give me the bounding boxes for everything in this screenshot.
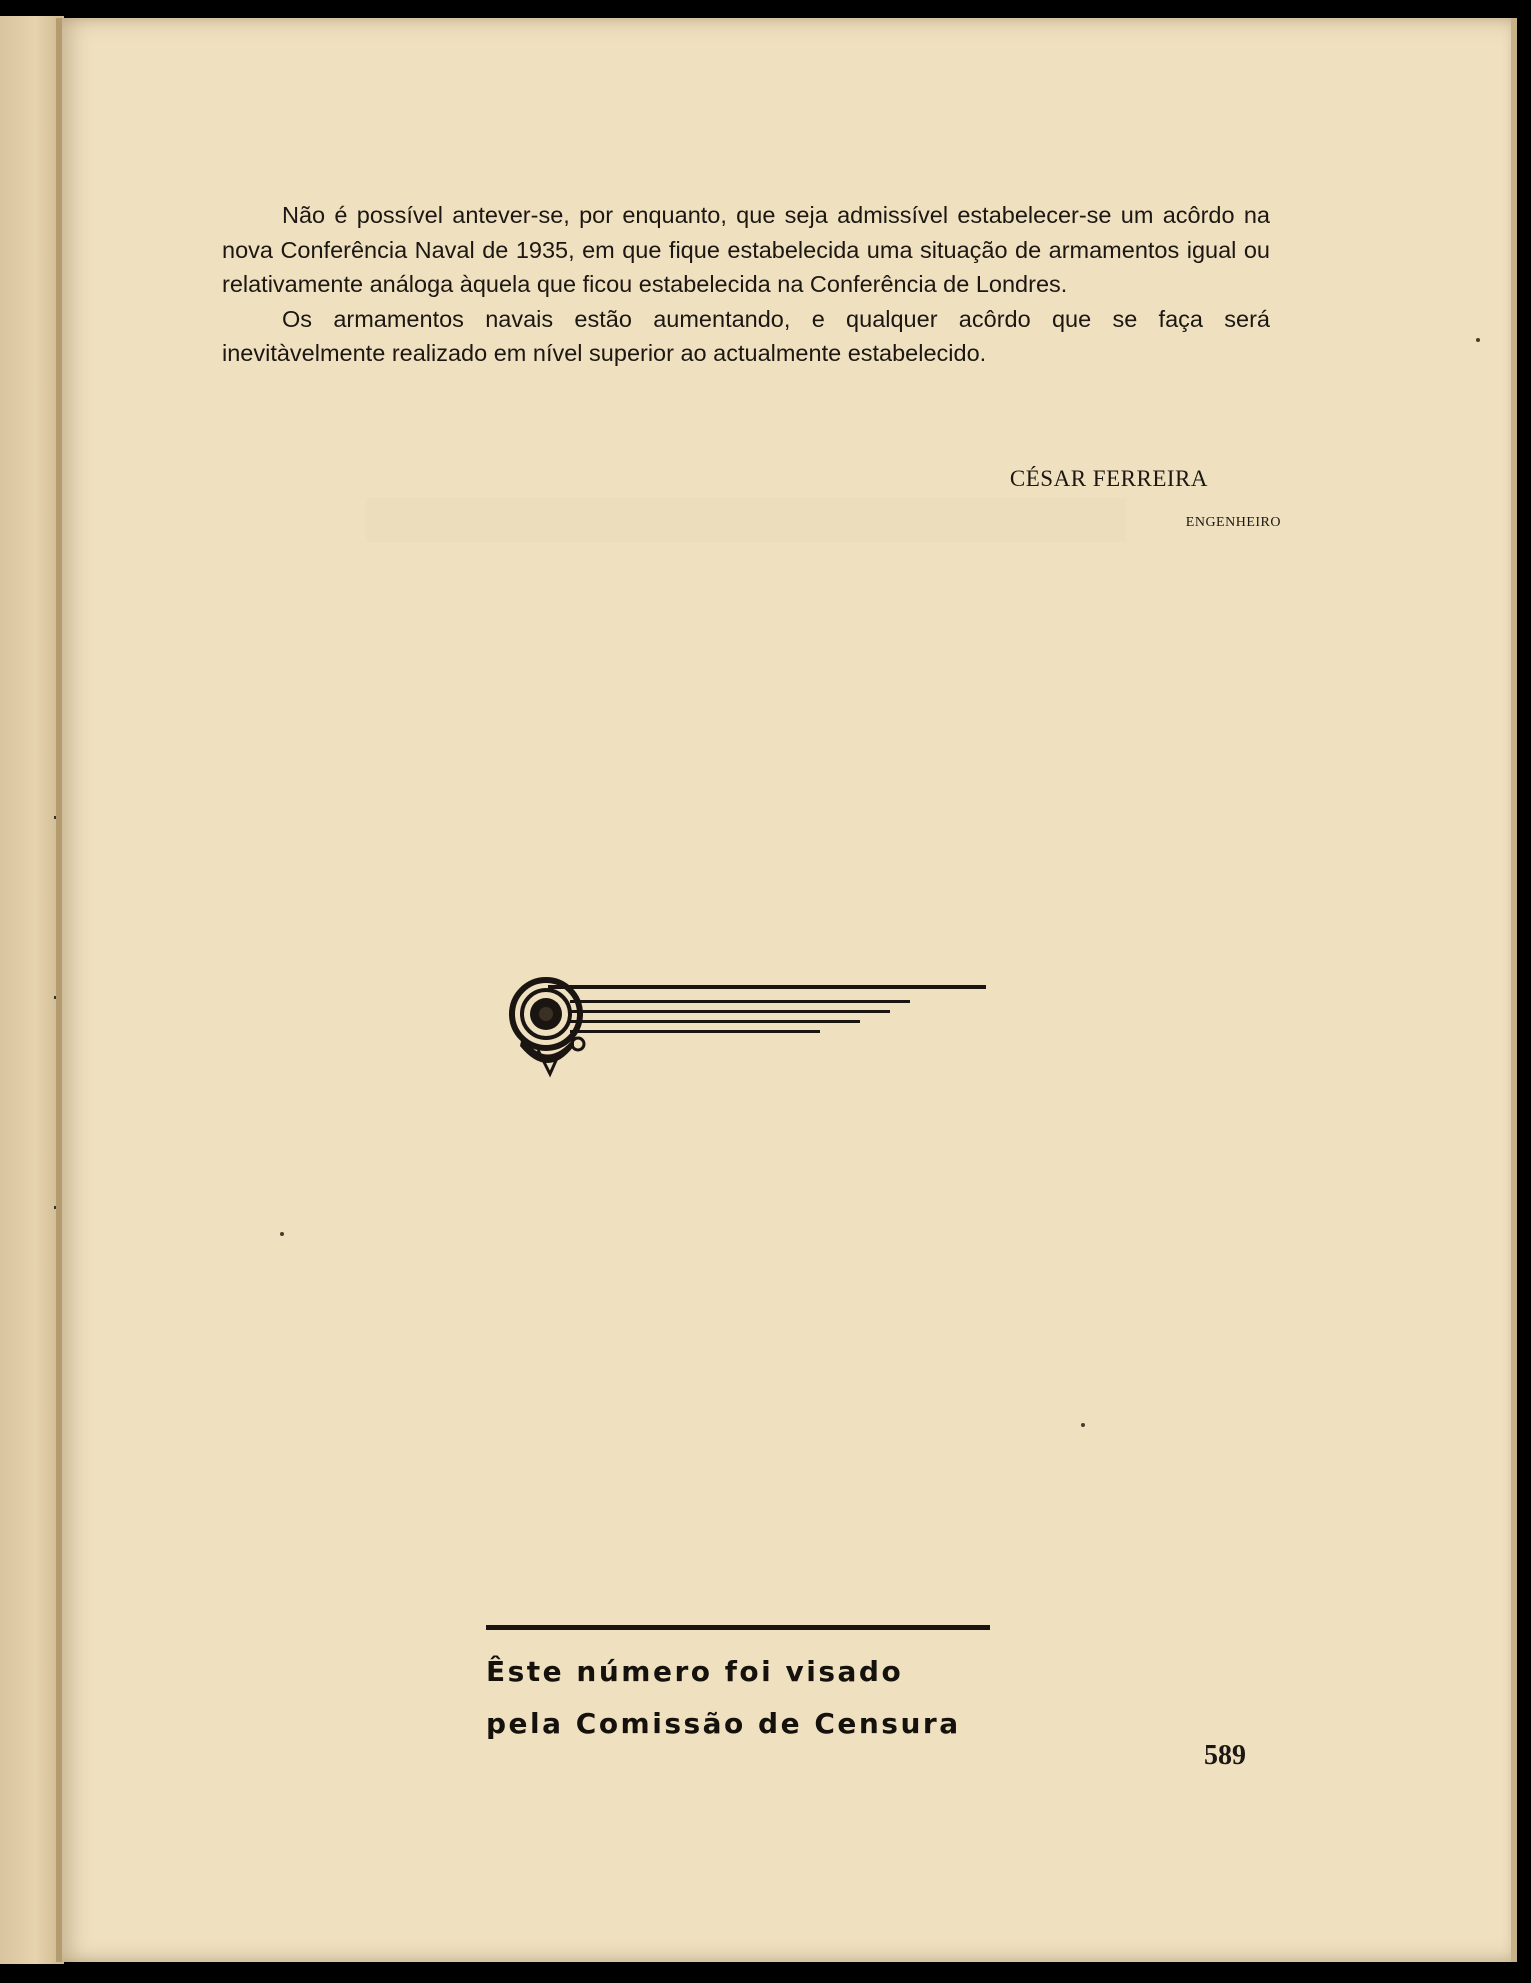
paper-speck (1476, 338, 1480, 342)
censorship-line-1: Êste número foi visado (486, 1655, 904, 1688)
left-facing-page-edge (0, 16, 64, 1964)
author-signature (1009, 466, 1281, 530)
speed-lines-emblem-icon (508, 976, 988, 1086)
bleed-through-shape (366, 488, 1126, 558)
censorship-notice (486, 1625, 990, 1750)
page-number: 589 (1204, 1740, 1246, 1771)
censorship-line-2: pela Comissão de Censura (486, 1707, 961, 1740)
page-right-edge (1511, 18, 1517, 1962)
article-paragraph: Os armamentos navais estão aumentando, e qualquer acôrdo que se faça será inevitàvelmente realizado em nível superior ao actualmente estabelecido. (222, 305, 1270, 366)
bleed-through-heading (366, 488, 1126, 573)
paper-speck (280, 1232, 284, 1236)
author-title: ENGENHEIRO (1185, 515, 1281, 530)
paper-speck (1081, 1423, 1085, 1427)
emblem-graphic (508, 976, 988, 1086)
article-body (222, 198, 1270, 371)
censorship-rule (486, 1625, 990, 1630)
article-paragraph: Não é possível antever-se, por enquanto, que seja admissível estabelecer-se um acôrdo na nova Conferência Naval de 1935, em que fique estabelecida uma situação de armamentos igual ou relativamente análoga àquela que ficou estabelecida na Conferência de Londres. (222, 202, 1270, 297)
author-name: CÉSAR FERREIRA (1009, 466, 1208, 491)
page-spine-shadow (56, 18, 62, 1962)
